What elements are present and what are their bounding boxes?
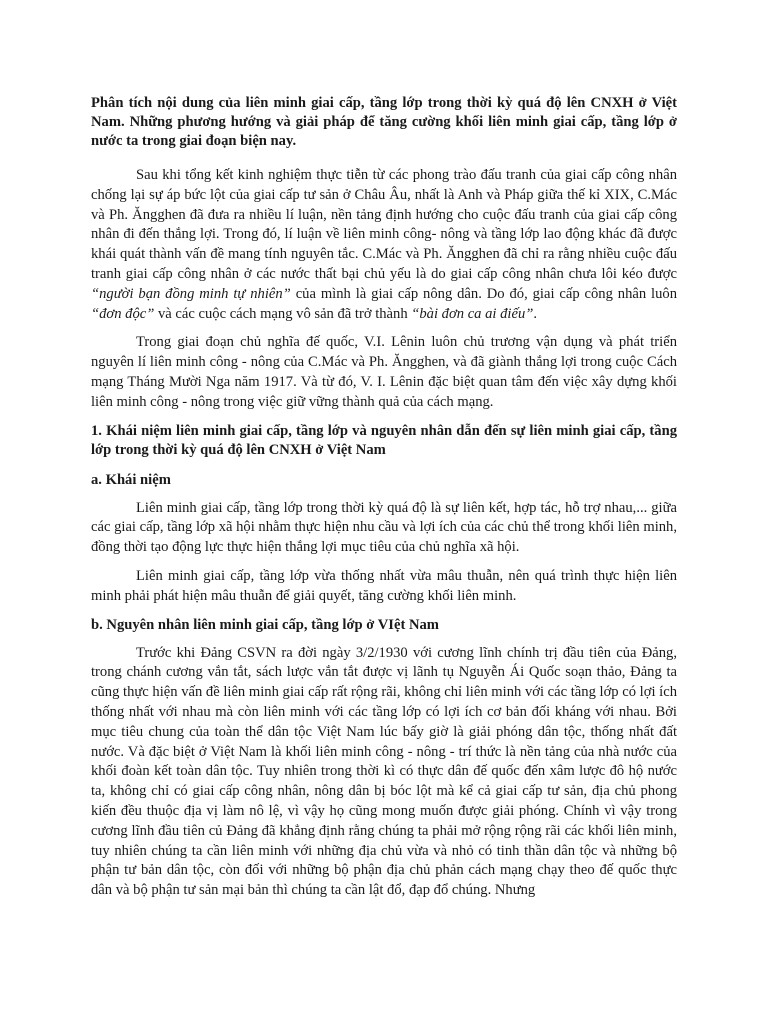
paragraph-2: Trong giai đoạn chủ nghĩa đế quốc, V.I. Lênin luôn chủ trương vận dụng và phát triển nguyên lí liên minh công - nông của C.Mác và Ph. Ăngghen, và đã giành thắng lợi trong cuộc Cách mạng Tháng Mười Nga năm 1917. Và từ đó, V. I. Lênin đặc biệt quan tâm đến việc xây dựng khối liên minh công - nông trong việc giữ vững thành quả của cách mạng.: [91, 334, 677, 410]
paragraph-1-quote-2: “đơn độc”: [91, 305, 155, 322]
paragraph-1: [91, 166, 677, 324]
subsection-heading-a: a. Khái niệm: [91, 471, 171, 488]
section-heading-1: 1. Khái niệm liên minh giai cấp, tầng lớp và nguyên nhân dẫn đến sự liên minh giai cấp, tầng lớp trong thời kỳ quá độ lên CNXH ở Việt Nam: [91, 422, 677, 458]
paragraph-1-quote-3: “bài đơn ca ai điếu”: [411, 305, 534, 322]
paragraph-1-text-c: và các cuộc cách mạng vô sản đã trở thành: [154, 305, 412, 322]
document-title: Phân tích nội dung của liên minh giai cấp, tầng lớp trong thời kỳ quá độ lên CNXH ở Việt Nam. Những phương hướng và giải pháp để tăng cường khối liên minh giai cấp, tầng lớp ở nước ta trong giai đoạn biện nay.: [91, 95, 677, 149]
subsection-heading-b: b. Nguyên nhân liên minh giai cấp, tầng lớp ở VIệt Nam: [91, 616, 439, 633]
paragraph-1-text-d: .: [533, 305, 538, 322]
paragraph-4: Liên minh giai cấp, tầng lớp vừa thống nhất vừa mâu thuẫn, nên quá trình thực hiện liên minh phải phát hiện mâu thuẫn để giải quyết, tăng cường khối liên minh.: [91, 567, 677, 604]
paragraph-1-text-b: của mình là giai cấp nông dân. Do đó, giai cấp công nhân luôn: [290, 285, 677, 302]
paragraph-3: Liên minh giai cấp, tầng lớp trong thời kỳ quá độ là sự liên kết, hợp tác, hỗ trợ nhau,... giữa các giai cấp, tầng lớp xã hội nhằm thực hiện nhu cầu và lợi ích của các chủ thể trong khối liên minh, đồng thời tạo động lực thực hiện thắng lợi mục tiêu của chủ nghĩa xã hội.: [91, 499, 677, 556]
paragraph-5: Trước khi Đảng CSVN ra đời ngày 3/2/1930 với cương lĩnh chính trị đầu tiên của Đảng, trong chánh cương vắn tắt, sách lược vắn tắt được vị lãnh tụ Nguyễn Ái Quốc soạn thảo, Đảng ta cũng thực hiện vấn đề liên minh giai cấp rất rộng rãi, không chỉ liên minh với các tầng lớp có lợi ích thống nhất với nhau mà còn liên minh với các tầng lớp có lợi ích cơ bản đối kháng với nhau. Bởi mục tiêu chung của toàn thể dân tộc Việt Nam lúc bấy giờ là giải phóng dân tộc, thống nhất đất nước. Và đặc biệt ở Việt Nam là khối liên minh công - nông - trí thức là nền tảng của nhà nước của khối đoàn kết toàn dân tộc. Tuy nhiên trong thời kì có thực dân đế quốc đến xâm lược đô hộ nước ta, không chỉ có giai cấp công nhân, nông dân bị bóc lột mà kể cả giai cấp tư sản, địa chủ phong kiến đều thuộc địa vị làm nô lệ, vì vậy họ cũng mong muốn được giải phóng. Chính vì vậy trong cương lĩnh đầu tiên củ Đảng đã khẳng định rằng chúng ta phải mở rộng rộng rãi các khối liên minh, tuy nhiên chúng ta cần liên minh với những địa chủ vừa và nhỏ có tinh thần dân tộc và những bộ phận tư bản dân tộc, còn đối với những bộ phận địa chủ phản cách mạng chạy theo đế quốc thực dân và bộ phận tư sản mại bản thì chúng ta cần lật đổ, đạp đổ chúng. Nhưng: [91, 644, 677, 899]
paragraph-1-text-a: Sau khi tổng kết kinh nghiệm thực tiễn từ các phong trào đấu tranh của giai cấp công nhân chống lại sự áp bức lột của giai cấp tư sản ở Châu Âu, nhất là Anh và Pháp giữa thế kỉ XIX, C.Mác và Ph. Ăngghen đã đưa ra nhiều lí luận, nền tảng định hướng cho cuộc đấu tranh của giai cấp công nhân đi đến thắng lợi. Trong đó, lí luận về liên minh công- nông và tầng lớp lao động khác đã được khái quát thành vấn đề mang tính nguyên tắc. C.Mác và Ph. Ăngghen đã chỉ ra rằng nhiều cuộc đấu tranh giai cấp công nhân ở các nước thất bại chủ yếu là do giai cấp công nhân chưa lôi kéo được: [91, 167, 677, 282]
paragraph-1-quote-1: “người bạn đồng minh tự nhiên”: [91, 285, 291, 302]
